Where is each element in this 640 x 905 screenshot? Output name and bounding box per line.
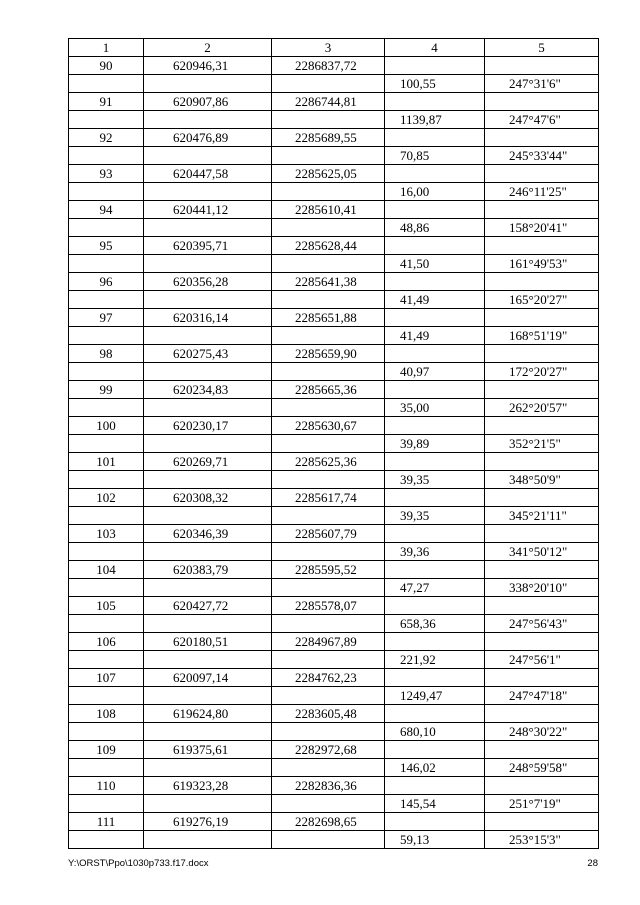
table-cell-col-2: 620275,43: [144, 345, 272, 363]
table-row: [69, 543, 599, 561]
table-cell-col-2: [144, 687, 272, 705]
table-cell-col-4: 35,00: [385, 399, 485, 417]
table-row: [69, 561, 599, 579]
table-cell-col-2: 620180,51: [144, 633, 272, 651]
table-cell-col-2: 620427,72: [144, 597, 272, 615]
table-cell-col-4: [385, 381, 485, 399]
table-cell-col-5: [485, 381, 599, 399]
table-cell-col-1: 96: [69, 273, 144, 291]
table-cell-col-3: [272, 579, 385, 597]
table-cell-col-2: 620356,28: [144, 273, 272, 291]
table-row: [69, 57, 599, 75]
table-cell-col-2: 619323,28: [144, 777, 272, 795]
table-cell-col-4: [385, 93, 485, 111]
table-cell-col-4: 47,27: [385, 579, 485, 597]
table-row: [69, 147, 599, 165]
table-cell-col-1: [69, 831, 144, 849]
table-cell-col-1: 108: [69, 705, 144, 723]
table-cell-col-4: 48,86: [385, 219, 485, 237]
table-cell-col-3: [272, 471, 385, 489]
table-cell-col-4: [385, 273, 485, 291]
table-cell-col-3: 2285630,67: [272, 417, 385, 435]
footer-page-number: 28: [587, 858, 598, 869]
table-cell-col-4: 145,54: [385, 795, 485, 813]
table-cell-col-4: [385, 165, 485, 183]
table-cell-col-4: [385, 705, 485, 723]
table-cell-col-4: [385, 597, 485, 615]
table-cell-col-1: [69, 291, 144, 309]
table-row: [69, 417, 599, 435]
table-cell-col-2: [144, 111, 272, 129]
table-cell-col-1: [69, 147, 144, 165]
table-row: [69, 705, 599, 723]
footer-file-path: Y:\ORST\Ppo\1030p733.f17.docx: [68, 858, 209, 869]
table-cell-col-3: [272, 255, 385, 273]
table-cell-col-5: 172°20'27": [485, 363, 599, 381]
table-cell-col-4: [385, 417, 485, 435]
table-cell-col-3: 2285628,44: [272, 237, 385, 255]
table-cell-col-1: [69, 75, 144, 93]
table-cell-col-1: 102: [69, 489, 144, 507]
table-cell-col-2: [144, 255, 272, 273]
table-cell-col-4: [385, 777, 485, 795]
table-cell-col-5: [485, 345, 599, 363]
document-page: [68, 38, 598, 849]
table-row: [69, 741, 599, 759]
table-row: [69, 507, 599, 525]
table-cell-col-1: 98: [69, 345, 144, 363]
table-cell-col-2: 620346,39: [144, 525, 272, 543]
table-cell-col-2: 619276,19: [144, 813, 272, 831]
table-row: [69, 723, 599, 741]
table-cell-col-1: [69, 615, 144, 633]
table-row: [69, 291, 599, 309]
table-cell-col-1: [69, 507, 144, 525]
table-cell-col-2: [144, 723, 272, 741]
table-cell-col-2: [144, 327, 272, 345]
table-cell-col-1: 103: [69, 525, 144, 543]
table-cell-col-3: 2285607,79: [272, 525, 385, 543]
table-cell-col-5: [485, 525, 599, 543]
table-cell-col-2: [144, 219, 272, 237]
table-cell-col-3: 2285617,74: [272, 489, 385, 507]
table-cell-col-3: 2284762,23: [272, 669, 385, 687]
table-cell-col-3: 2286744,81: [272, 93, 385, 111]
table-row: [69, 669, 599, 687]
table-cell-col-4: 1249,47: [385, 687, 485, 705]
table-cell-col-1: 100: [69, 417, 144, 435]
table-cell-col-3: [272, 831, 385, 849]
table-cell-col-5: 251°7'19": [485, 795, 599, 813]
table-body: [69, 57, 599, 849]
table-cell-col-1: 91: [69, 93, 144, 111]
table-cell-col-4: 16,00: [385, 183, 485, 201]
table-cell-col-2: 620395,71: [144, 237, 272, 255]
table-cell-col-1: [69, 435, 144, 453]
table-cell-col-4: [385, 453, 485, 471]
table-cell-col-2: [144, 831, 272, 849]
table-cell-col-3: 2282836,36: [272, 777, 385, 795]
table-cell-col-5: 246°11'25": [485, 183, 599, 201]
table-cell-col-4: [385, 237, 485, 255]
header-cell-1: 1: [69, 39, 144, 57]
table-cell-col-5: [485, 705, 599, 723]
table-row: [69, 795, 599, 813]
table-cell-col-4: 658,36: [385, 615, 485, 633]
table-cell-col-4: 39,35: [385, 471, 485, 489]
table-cell-col-2: 619624,80: [144, 705, 272, 723]
header-cell-4: 4: [385, 39, 485, 57]
table-cell-col-1: [69, 399, 144, 417]
table-cell-col-1: [69, 651, 144, 669]
table-cell-col-3: [272, 723, 385, 741]
table-cell-col-3: 2285610,41: [272, 201, 385, 219]
table-row: [69, 453, 599, 471]
table-cell-col-5: 248°30'22": [485, 723, 599, 741]
table-cell-col-1: 95: [69, 237, 144, 255]
table-cell-col-3: [272, 507, 385, 525]
table-cell-col-2: [144, 507, 272, 525]
table-cell-col-4: 100,55: [385, 75, 485, 93]
table-cell-col-2: 620946,31: [144, 57, 272, 75]
table-cell-col-2: [144, 795, 272, 813]
table-row: [69, 273, 599, 291]
table-row: [69, 219, 599, 237]
table-cell-col-4: 221,92: [385, 651, 485, 669]
table-cell-col-5: 247°47'6": [485, 111, 599, 129]
table-row: [69, 579, 599, 597]
table-row: [69, 129, 599, 147]
table-cell-col-4: 39,89: [385, 435, 485, 453]
table-cell-col-5: 341°50'12": [485, 543, 599, 561]
table-cell-col-5: [485, 417, 599, 435]
table-cell-col-2: [144, 75, 272, 93]
table-row: [69, 111, 599, 129]
table-cell-col-5: 161°49'53": [485, 255, 599, 273]
page-footer: [68, 857, 598, 871]
table-cell-col-1: [69, 795, 144, 813]
table-cell-col-2: [144, 363, 272, 381]
table-cell-col-3: [272, 399, 385, 417]
table-cell-col-5: [485, 633, 599, 651]
table-cell-col-4: 39,36: [385, 543, 485, 561]
table-cell-col-4: [385, 309, 485, 327]
table-cell-col-2: 620447,58: [144, 165, 272, 183]
table-cell-col-2: [144, 291, 272, 309]
table-cell-col-2: [144, 183, 272, 201]
table-cell-col-5: 262°20'57": [485, 399, 599, 417]
table-cell-col-2: [144, 399, 272, 417]
table-cell-col-2: [144, 147, 272, 165]
table-row: [69, 345, 599, 363]
table-cell-col-3: 2285595,52: [272, 561, 385, 579]
table-cell-col-2: 620907,86: [144, 93, 272, 111]
table-cell-col-2: [144, 471, 272, 489]
table-row: [69, 525, 599, 543]
table-cell-col-2: 620097,14: [144, 669, 272, 687]
table-cell-col-4: [385, 813, 485, 831]
table-cell-col-5: 352°21'5": [485, 435, 599, 453]
table-cell-col-4: 39,35: [385, 507, 485, 525]
table-cell-col-2: [144, 759, 272, 777]
table-cell-col-3: 2285665,36: [272, 381, 385, 399]
table-cell-col-2: 620441,12: [144, 201, 272, 219]
table-row: [69, 831, 599, 849]
table-row: [69, 327, 599, 345]
table-cell-col-3: 2282698,65: [272, 813, 385, 831]
table-row: [69, 183, 599, 201]
table-cell-col-3: [272, 291, 385, 309]
table-cell-col-3: 2285641,38: [272, 273, 385, 291]
table-cell-col-1: 99: [69, 381, 144, 399]
table-row: [69, 201, 599, 219]
table-cell-col-5: 165°20'27": [485, 291, 599, 309]
coordinates-table: [68, 38, 599, 849]
table-cell-col-4: 41,50: [385, 255, 485, 273]
table-cell-col-1: [69, 327, 144, 345]
table-cell-col-1: 106: [69, 633, 144, 651]
table-cell-col-5: 345°21'11": [485, 507, 599, 525]
table-row: [69, 93, 599, 111]
table-cell-col-5: [485, 813, 599, 831]
table-cell-col-1: [69, 219, 144, 237]
table-cell-col-4: [385, 489, 485, 507]
table-row: [69, 777, 599, 795]
table-cell-col-3: 2285578,07: [272, 597, 385, 615]
table-row: [69, 813, 599, 831]
table-cell-col-4: 59,13: [385, 831, 485, 849]
table-row: [69, 687, 599, 705]
table-row: [69, 471, 599, 489]
table-cell-col-3: 2283605,48: [272, 705, 385, 723]
table-cell-col-4: [385, 201, 485, 219]
table-cell-col-1: [69, 363, 144, 381]
table-cell-col-1: [69, 543, 144, 561]
table-cell-col-5: 338°20'10": [485, 579, 599, 597]
table-cell-col-4: [385, 633, 485, 651]
table-cell-col-5: [485, 273, 599, 291]
table-cell-col-5: 158°20'41": [485, 219, 599, 237]
table-cell-col-4: [385, 57, 485, 75]
table-cell-col-5: [485, 129, 599, 147]
table-cell-col-5: [485, 777, 599, 795]
table-cell-col-3: [272, 615, 385, 633]
header-cell-5: 5: [485, 39, 599, 57]
table-row: [69, 75, 599, 93]
table-cell-col-4: 1139,87: [385, 111, 485, 129]
header-cell-3: 3: [272, 39, 385, 57]
table-cell-col-5: 247°56'1": [485, 651, 599, 669]
table-cell-col-3: [272, 327, 385, 345]
table-cell-col-1: [69, 579, 144, 597]
table-cell-col-2: 620316,14: [144, 309, 272, 327]
table-cell-col-1: 104: [69, 561, 144, 579]
table-cell-col-5: 248°59'58": [485, 759, 599, 777]
table-cell-col-1: [69, 255, 144, 273]
table-cell-col-5: [485, 669, 599, 687]
table-cell-col-4: [385, 741, 485, 759]
table-cell-col-5: [485, 741, 599, 759]
table-row: [69, 489, 599, 507]
table-cell-col-2: 620269,71: [144, 453, 272, 471]
table-cell-col-1: 101: [69, 453, 144, 471]
table-row: [69, 399, 599, 417]
table-cell-col-5: [485, 93, 599, 111]
table-cell-col-2: 620308,32: [144, 489, 272, 507]
table-cell-col-4: [385, 525, 485, 543]
table-cell-col-3: 2285651,88: [272, 309, 385, 327]
table-row: [69, 165, 599, 183]
table-cell-col-5: 247°31'6": [485, 75, 599, 93]
table-cell-col-3: [272, 795, 385, 813]
table-cell-col-2: [144, 615, 272, 633]
table-cell-col-3: [272, 111, 385, 129]
table-cell-col-1: [69, 471, 144, 489]
table-cell-col-1: [69, 183, 144, 201]
table-row: [69, 651, 599, 669]
table-cell-col-3: [272, 363, 385, 381]
table-cell-col-3: [272, 75, 385, 93]
table-cell-col-4: 70,85: [385, 147, 485, 165]
table-cell-col-3: 2285625,05: [272, 165, 385, 183]
header-cell-2: 2: [144, 39, 272, 57]
table-cell-col-1: [69, 687, 144, 705]
table-row: [69, 633, 599, 651]
table-cell-col-5: 245°33'44": [485, 147, 599, 165]
table-cell-col-5: [485, 57, 599, 75]
table-cell-col-5: 247°56'43": [485, 615, 599, 633]
table-cell-col-1: 92: [69, 129, 144, 147]
table-cell-col-2: 619375,61: [144, 741, 272, 759]
table-cell-col-1: [69, 723, 144, 741]
table-row: [69, 237, 599, 255]
table-cell-col-3: [272, 543, 385, 561]
table-cell-col-3: [272, 687, 385, 705]
table-cell-col-1: [69, 759, 144, 777]
table-cell-col-2: 620230,17: [144, 417, 272, 435]
table-cell-col-1: 105: [69, 597, 144, 615]
table-cell-col-3: 2284967,89: [272, 633, 385, 651]
table-cell-col-5: [485, 597, 599, 615]
table-cell-col-3: 2286837,72: [272, 57, 385, 75]
table-cell-col-3: [272, 435, 385, 453]
table-cell-col-1: 111: [69, 813, 144, 831]
table-cell-col-4: 41,49: [385, 327, 485, 345]
table-row: [69, 363, 599, 381]
table-cell-col-3: [272, 759, 385, 777]
table-cell-col-3: 2282972,68: [272, 741, 385, 759]
table-cell-col-2: 620383,79: [144, 561, 272, 579]
table-cell-col-4: [385, 561, 485, 579]
table-cell-col-1: 94: [69, 201, 144, 219]
table-cell-col-5: 253°15'3": [485, 831, 599, 849]
table-cell-col-5: [485, 237, 599, 255]
table-row: [69, 435, 599, 453]
table-row: [69, 597, 599, 615]
table-cell-col-5: 348°50'9": [485, 471, 599, 489]
table-cell-col-3: [272, 183, 385, 201]
table-cell-col-1: 97: [69, 309, 144, 327]
table-row: [69, 759, 599, 777]
table-cell-col-4: 40,97: [385, 363, 485, 381]
table-cell-col-2: [144, 435, 272, 453]
table-cell-col-5: [485, 489, 599, 507]
table-cell-col-4: [385, 345, 485, 363]
table-cell-col-3: 2285625,36: [272, 453, 385, 471]
table-cell-col-2: 620234,83: [144, 381, 272, 399]
table-cell-col-2: [144, 579, 272, 597]
table-cell-col-3: [272, 651, 385, 669]
table-cell-col-2: [144, 543, 272, 561]
table-cell-col-1: 110: [69, 777, 144, 795]
table-cell-col-5: 247°47'18": [485, 687, 599, 705]
table-row: [69, 381, 599, 399]
table-cell-col-1: 93: [69, 165, 144, 183]
table-row: [69, 255, 599, 273]
table-cell-col-3: [272, 147, 385, 165]
table-cell-col-5: [485, 453, 599, 471]
table-cell-col-1: 90: [69, 57, 144, 75]
table-cell-col-5: [485, 561, 599, 579]
table-row: [69, 615, 599, 633]
table-cell-col-4: 680,10: [385, 723, 485, 741]
table-cell-col-4: [385, 669, 485, 687]
table-cell-col-5: 168°51'19": [485, 327, 599, 345]
table-cell-col-1: 109: [69, 741, 144, 759]
table-cell-col-1: 107: [69, 669, 144, 687]
table-cell-col-4: [385, 129, 485, 147]
table-cell-col-5: [485, 165, 599, 183]
table-header-row: [69, 39, 599, 57]
table-row: [69, 309, 599, 327]
table-cell-col-4: 41,49: [385, 291, 485, 309]
table-cell-col-3: 2285659,90: [272, 345, 385, 363]
table-cell-col-2: [144, 651, 272, 669]
table-cell-col-5: [485, 201, 599, 219]
table-cell-col-5: [485, 309, 599, 327]
table-cell-col-1: [69, 111, 144, 129]
table-cell-col-2: 620476,89: [144, 129, 272, 147]
table-cell-col-3: [272, 219, 385, 237]
table-cell-col-3: 2285689,55: [272, 129, 385, 147]
table-cell-col-4: 146,02: [385, 759, 485, 777]
